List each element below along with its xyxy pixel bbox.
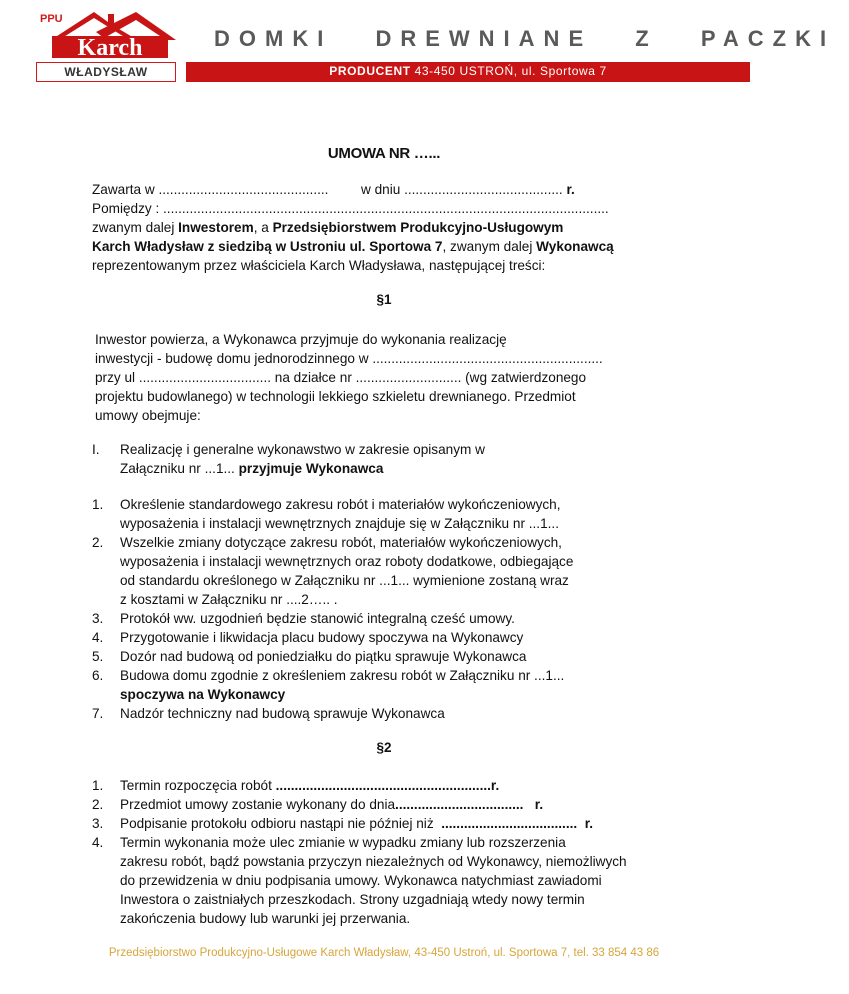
fill-dots: .................................. r. <box>395 797 544 812</box>
city-bar <box>36 62 176 82</box>
list-number: 2. <box>92 797 104 812</box>
list-item-line: Określenie standardowego zakresu robót i materiałów wykończeniowych, <box>120 497 561 512</box>
s1-paragraph-line: umowy obejmuje: <box>95 408 201 423</box>
list-item-line: Inwestora o zaistniałych przeszkodach. Strony uzgadniają wtedy nowy termin <box>120 892 585 907</box>
investor-term: Inwestorem <box>178 220 254 235</box>
s1-paragraph-line: Inwestor powierza, a Wykonawca przyjmuje do wykonania realizację <box>95 332 507 347</box>
text: , zwanym dalej <box>442 239 537 254</box>
list-item-line: Przygotowanie i likwidacja placu budowy spoczywa na Wykonawcy <box>120 630 524 645</box>
producer-bar <box>186 62 750 82</box>
list-item-line: zakończenia budowy lub warunki jej przerwania. <box>120 911 411 926</box>
s1-paragraph-line: inwestycji - budowę domu jednorodzinnego w ............................................................. <box>95 351 603 366</box>
list-item-line <box>120 795 543 814</box>
list-item-line: Termin wykonania może ulec zmianie w wypadku zmiany lub rozszerzenia <box>120 835 566 850</box>
title-word: DREWNIANE <box>375 26 593 51</box>
list-item-line: Dozór nad budową od poniedziałku do piątku sprawuje Wykonawca <box>120 649 527 664</box>
list-item-line: z kosztami w Załączniku nr ....2….. . <box>120 592 338 607</box>
list-item-line: do przewidzenia w dniu podpisania umowy. Wykonawca natychmiast zawiadomi <box>120 873 602 888</box>
producer-line <box>186 64 750 78</box>
company-address: Karch Władysław z siedzibą w Ustroniu ul. Sportowa 7 <box>92 239 443 254</box>
list-number: 3. <box>92 816 104 831</box>
list-item-line <box>120 776 499 795</box>
header-title <box>200 26 836 52</box>
title-word: Z <box>635 26 658 51</box>
s1-paragraph-line: przy ul ................................... na działce nr ............................ (wg zatwierdzonego <box>95 370 587 385</box>
list-item-line: Nadzór techniczny nad budową sprawuje Wykonawca <box>120 706 445 721</box>
list-item-line: Budowa domu zgodnie z określeniem zakresu robót w Załączniku nr ...1... <box>120 668 565 683</box>
footer-text: Przedsiębiorstwo Produkcyjno-Usługowe Karch Władysław, 43-450 Ustroń, ul. Sportowa 7, tel. 33 854 43 86 <box>108 947 660 959</box>
list-item-line: wyposażenia i instalacji wewnętrznych oraz roboty dodatkowe, odbiegające <box>120 554 574 569</box>
list-number: 1. <box>92 778 104 793</box>
list-number: 5. <box>92 649 104 664</box>
list-number: 1. <box>92 497 104 512</box>
emphasis: przyjmuje Wykonawca <box>238 461 384 476</box>
s1-paragraph-line: projektu budowlanego) w technologii lekkiego szkieletu drewnianego. Przedmiot <box>95 389 576 404</box>
fill-dots: .........................................................r. <box>275 778 500 793</box>
list-item-line: zakresu robót, bądź powstania przyczyn niezależnych od Wykonawcy, niemożliwych <box>120 854 627 869</box>
list-item-line: od standardu określonego w Załączniku nr ...1... wymienione zostaną wraz <box>120 573 569 588</box>
intro-line-2: Pomiędzy : ...................................................................................................................... <box>92 201 609 216</box>
fill-dots: .................................... r. <box>441 816 594 831</box>
roman-line <box>120 459 383 478</box>
text: zwanym dalej <box>92 220 179 235</box>
company-name: Przedsiębiorstwem Produkcyjno-Usługowym <box>272 220 564 235</box>
intro-line-1 <box>92 180 328 199</box>
list-number: 6. <box>92 668 104 683</box>
title-word: DOMKI <box>214 26 333 51</box>
producer-label: PRODUCENT <box>329 64 411 78</box>
intro-line-5: reprezentowanym przez właściciela Karch Władysława, następującej treści: <box>92 258 546 273</box>
contractor-term: Wykonawcą <box>536 239 614 254</box>
document-title: UMOWA NR …... <box>327 145 441 162</box>
intro-date: w dniu .......................................... <box>361 182 567 197</box>
list-item-line <box>120 814 593 833</box>
intro-place: Zawarta w ............................................. <box>92 182 329 197</box>
list-number: 3. <box>92 611 104 626</box>
text: Podpisanie protokołu odbioru nastąpi nie później niż <box>120 816 442 831</box>
list-number: 7. <box>92 706 104 721</box>
title-word: PACZKI <box>700 26 836 51</box>
intro-line-1-date <box>361 180 575 199</box>
roman-line: Realizację i generalne wykonawstwo w zakresie opisanym w <box>120 442 485 457</box>
roman-number: I. <box>92 442 100 457</box>
list-item-line: spoczywa na Wykonawcy <box>120 687 286 702</box>
list-number: 4. <box>92 835 104 850</box>
section-2-heading: §2 <box>376 740 392 755</box>
logo-text: Karch <box>77 35 143 61</box>
list-item-line: Wszelkie zmiany dotyczące zakresu robót, materiałów wykończeniowych, <box>120 535 562 550</box>
city-label: WŁADYSŁAW <box>64 65 148 79</box>
text: Załączniku nr ...1... <box>120 461 239 476</box>
section-1-heading: §1 <box>376 292 392 307</box>
intro-line-4 <box>92 237 614 256</box>
letterhead <box>0 0 836 90</box>
ppu-mark: PPU <box>40 13 63 25</box>
list-number: 2. <box>92 535 104 550</box>
text: Przedmiot umowy zostanie wykonany do dnia <box>120 797 396 812</box>
list-item-line: wyposażenia i instalacji wewnętrznych znajduje się w Załączniku nr ...1... <box>120 516 559 531</box>
intro-date-suffix: r. <box>566 182 575 197</box>
producer-address: 43-450 USTROŃ, ul. Sportowa 7 <box>414 64 607 78</box>
text: Termin rozpoczęcia robót <box>120 778 276 793</box>
list-number: 4. <box>92 630 104 645</box>
intro-line-3 <box>92 218 563 237</box>
list-item-line: Protokół ww. uzgodnień będzie stanowić integralną cześć umowy. <box>120 611 515 626</box>
text: , a <box>253 220 273 235</box>
